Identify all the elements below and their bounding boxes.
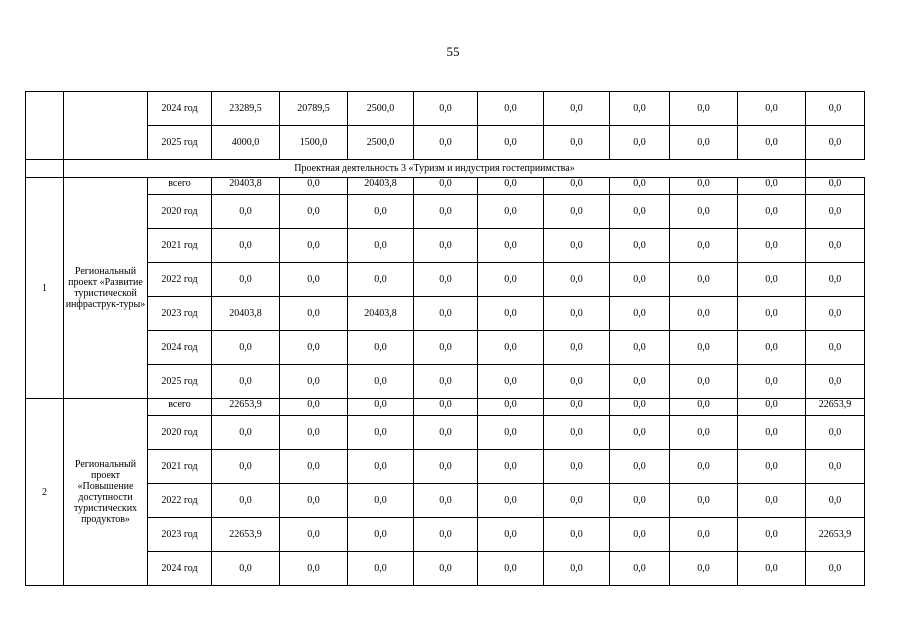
value-cell: 0,0 (478, 178, 544, 195)
value-cell: 0,0 (544, 195, 610, 229)
value-cell: 0,0 (670, 484, 738, 518)
value-cell: 0,0 (414, 178, 478, 195)
value-cell: 0,0 (670, 416, 738, 450)
value-cell: 0,0 (280, 365, 348, 399)
value-cell: 0,0 (610, 178, 670, 195)
value-cell: 0,0 (212, 484, 280, 518)
value-cell: 4000,0 (212, 126, 280, 160)
value-cell: 0,0 (670, 126, 738, 160)
section-row (26, 160, 865, 178)
value-cell: 0,0 (610, 126, 670, 160)
value-cell: 0,0 (414, 331, 478, 365)
value-cell: 0,0 (478, 92, 544, 126)
year-cell: 2023 год (148, 297, 212, 331)
table-row (26, 126, 865, 160)
value-cell: 20403,8 (212, 297, 280, 331)
value-cell: 0,0 (348, 399, 414, 416)
table-row (26, 263, 865, 297)
value-cell: 0,0 (348, 552, 414, 586)
year-cell: всего (148, 399, 212, 416)
value-cell: 0,0 (280, 195, 348, 229)
value-cell: 0,0 (610, 552, 670, 586)
value-cell: 0,0 (738, 399, 806, 416)
year-cell: 2025 год (148, 365, 212, 399)
value-cell: 0,0 (670, 331, 738, 365)
value-cell: 0,0 (414, 195, 478, 229)
value-cell: 2500,0 (348, 126, 414, 160)
value-cell: 0,0 (806, 331, 865, 365)
table-body (26, 92, 865, 586)
value-cell: 0,0 (212, 331, 280, 365)
value-cell: 0,0 (414, 92, 478, 126)
value-cell: 0,0 (806, 365, 865, 399)
value-cell: 0,0 (670, 178, 738, 195)
value-cell: 0,0 (280, 263, 348, 297)
value-cell: 0,0 (348, 416, 414, 450)
year-cell: 2022 год (148, 484, 212, 518)
year-cell: всего (148, 178, 212, 195)
value-cell: 0,0 (478, 365, 544, 399)
value-cell: 0,0 (478, 331, 544, 365)
index-cell (26, 92, 64, 160)
value-cell: 0,0 (544, 92, 610, 126)
value-cell: 0,0 (610, 331, 670, 365)
value-cell: 0,0 (544, 484, 610, 518)
value-cell: 22653,9 (212, 399, 280, 416)
value-cell: 0,0 (544, 552, 610, 586)
value-cell: 0,0 (478, 552, 544, 586)
value-cell: 0,0 (414, 126, 478, 160)
value-cell: 0,0 (478, 416, 544, 450)
project-name: Региональный проект «Повышение доступности туристических продуктов» (64, 399, 148, 586)
value-cell: 0,0 (280, 450, 348, 484)
year-cell: 2024 год (148, 552, 212, 586)
table-row (26, 518, 865, 552)
value-cell: 0,0 (670, 450, 738, 484)
year-cell: 2020 год (148, 195, 212, 229)
table-row (26, 195, 865, 229)
value-cell: 0,0 (212, 195, 280, 229)
total-row (26, 399, 865, 416)
value-cell: 0,0 (806, 450, 865, 484)
value-cell: 0,0 (212, 450, 280, 484)
page-number: 55 (446, 44, 460, 59)
value-cell: 0,0 (212, 263, 280, 297)
value-cell: 0,0 (544, 365, 610, 399)
value-cell: 0,0 (212, 229, 280, 263)
value-cell: 0,0 (670, 229, 738, 263)
value-cell: 0,0 (806, 416, 865, 450)
value-cell: 0,0 (212, 552, 280, 586)
value-cell: 0,0 (670, 92, 738, 126)
value-cell: 0,0 (806, 195, 865, 229)
value-cell: 0,0 (806, 92, 865, 126)
value-cell: 0,0 (738, 297, 806, 331)
value-cell: 0,0 (348, 263, 414, 297)
value-cell: 22653,9 (806, 518, 865, 552)
value-cell: 0,0 (738, 331, 806, 365)
value-cell: 0,0 (348, 484, 414, 518)
value-cell: 0,0 (414, 263, 478, 297)
value-cell: 0,0 (670, 365, 738, 399)
value-cell: 0,0 (670, 552, 738, 586)
value-cell: 0,0 (610, 365, 670, 399)
value-cell: 0,0 (610, 416, 670, 450)
value-cell: 0,0 (280, 518, 348, 552)
table-row (26, 416, 865, 450)
value-cell: 20403,8 (212, 178, 280, 195)
value-cell: 0,0 (738, 195, 806, 229)
value-cell: 0,0 (280, 331, 348, 365)
value-cell: 0,0 (280, 229, 348, 263)
value-cell: 0,0 (738, 229, 806, 263)
value-cell: 0,0 (610, 518, 670, 552)
year-cell: 2021 год (148, 450, 212, 484)
value-cell: 0,0 (738, 518, 806, 552)
value-cell: 0,0 (414, 416, 478, 450)
value-cell: 20403,8 (348, 178, 414, 195)
value-cell: 0,0 (478, 263, 544, 297)
value-cell: 0,0 (414, 518, 478, 552)
value-cell: 0,0 (348, 229, 414, 263)
value-cell: 0,0 (478, 297, 544, 331)
table-row (26, 365, 865, 399)
value-cell: 0,0 (414, 297, 478, 331)
value-cell: 0,0 (544, 263, 610, 297)
value-cell: 22653,9 (212, 518, 280, 552)
value-cell: 0,0 (348, 195, 414, 229)
value-cell: 0,0 (478, 195, 544, 229)
year-cell: 2024 год (148, 92, 212, 126)
value-cell: 22653,9 (806, 399, 865, 416)
value-cell: 0,0 (610, 450, 670, 484)
value-cell: 0,0 (280, 416, 348, 450)
value-cell: 0,0 (544, 450, 610, 484)
value-cell: 0,0 (670, 263, 738, 297)
value-cell: 23289,5 (212, 92, 280, 126)
value-cell: 0,0 (414, 399, 478, 416)
year-cell: 2023 год (148, 518, 212, 552)
value-cell: 0,0 (738, 416, 806, 450)
year-cell: 2022 год (148, 263, 212, 297)
value-cell: 0,0 (610, 297, 670, 331)
value-cell: 0,0 (806, 178, 865, 195)
value-cell: 0,0 (738, 365, 806, 399)
value-cell: 0,0 (212, 365, 280, 399)
value-cell: 20789,5 (280, 92, 348, 126)
value-cell: 0,0 (806, 484, 865, 518)
table-row (26, 297, 865, 331)
value-cell: 0,0 (610, 484, 670, 518)
value-cell: 0,0 (478, 399, 544, 416)
value-cell: 0,0 (280, 552, 348, 586)
value-cell: 0,0 (478, 518, 544, 552)
value-cell: 0,0 (806, 552, 865, 586)
value-cell: 0,0 (414, 450, 478, 484)
value-cell: 0,0 (544, 297, 610, 331)
value-cell: 0,0 (280, 178, 348, 195)
value-cell: 0,0 (738, 126, 806, 160)
value-cell: 0,0 (478, 450, 544, 484)
value-cell: 0,0 (610, 92, 670, 126)
value-cell: 0,0 (544, 331, 610, 365)
value-cell: 0,0 (348, 450, 414, 484)
value-cell: 0,0 (544, 399, 610, 416)
table-row (26, 331, 865, 365)
value-cell: 0,0 (806, 229, 865, 263)
value-cell: 0,0 (738, 178, 806, 195)
value-cell: 0,0 (544, 126, 610, 160)
value-cell: 20403,8 (348, 297, 414, 331)
value-cell: 0,0 (738, 263, 806, 297)
table-row (26, 484, 865, 518)
value-cell: 0,0 (738, 484, 806, 518)
project-name: Региональный проект «Развитие туристической инфраструк-туры» (64, 178, 148, 399)
total-row (26, 178, 865, 195)
value-cell: 0,0 (348, 331, 414, 365)
value-cell: 0,0 (414, 365, 478, 399)
table-row (26, 450, 865, 484)
value-cell: 1500,0 (280, 126, 348, 160)
table-row (26, 92, 865, 126)
value-cell: 0,0 (610, 229, 670, 263)
value-cell: 0,0 (670, 518, 738, 552)
value-cell: 0,0 (610, 195, 670, 229)
value-cell: 0,0 (806, 126, 865, 160)
value-cell: 0,0 (738, 92, 806, 126)
value-cell: 0,0 (348, 518, 414, 552)
value-cell: 0,0 (414, 484, 478, 518)
value-cell: 0,0 (806, 297, 865, 331)
value-cell: 0,0 (280, 297, 348, 331)
value-cell: 0,0 (280, 484, 348, 518)
table-row (26, 552, 865, 586)
budget-table (25, 91, 865, 586)
year-cell: 2020 год (148, 416, 212, 450)
value-cell: 0,0 (738, 552, 806, 586)
year-cell: 2024 год (148, 331, 212, 365)
value-cell: 0,0 (348, 365, 414, 399)
index-cell (26, 160, 64, 178)
value-cell: 0,0 (478, 484, 544, 518)
value-cell: 0,0 (478, 229, 544, 263)
year-cell: 2025 год (148, 126, 212, 160)
value-cell: 0,0 (280, 399, 348, 416)
section-title: Проектная деятельность 3 «Туризм и индустрия гостеприимства» (64, 160, 806, 178)
name-cell (64, 92, 148, 160)
value-cell: 0,0 (670, 399, 738, 416)
table-row (26, 229, 865, 263)
value-cell: 0,0 (478, 126, 544, 160)
value-cell: 0,0 (414, 552, 478, 586)
value-cell: 2500,0 (348, 92, 414, 126)
value-cell: 0,0 (414, 229, 478, 263)
value-cell: 0,0 (610, 263, 670, 297)
value-cell: 0,0 (738, 450, 806, 484)
value-cell: 0,0 (212, 416, 280, 450)
year-cell: 2021 год (148, 229, 212, 263)
value-cell: 0,0 (806, 263, 865, 297)
project-index: 2 (26, 399, 64, 586)
project-index: 1 (26, 178, 64, 399)
value-cell: 0,0 (544, 416, 610, 450)
value-cell: 0,0 (670, 297, 738, 331)
value-cell: 0,0 (670, 195, 738, 229)
value-cell: 0,0 (544, 178, 610, 195)
value-cell: 0,0 (544, 518, 610, 552)
value-cell: 0,0 (544, 229, 610, 263)
value-cell: 0,0 (610, 399, 670, 416)
